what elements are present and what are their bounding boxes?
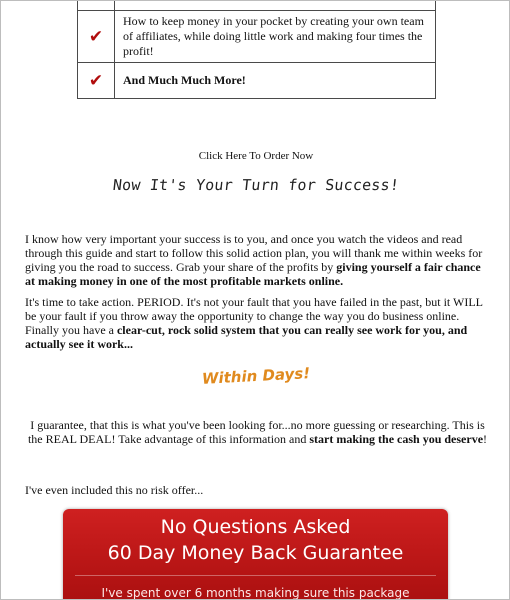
within-days-graphic: Within Days! — [201, 364, 311, 388]
paragraph-action-bold: clear-cut, rock solid system that you can really see work for you, and actually see it work... — [25, 323, 468, 351]
offer-line: I've even included this no risk offer... — [25, 483, 204, 497]
paragraph-success-bold: giving yourself a fair chance at making money in one of the most profitable markets online. — [25, 260, 481, 288]
feature-text-cell — [115, 0, 436, 11]
guarantee-title: No Questions Asked — [160, 516, 351, 538]
check-mark-icon: ✔ — [78, 11, 115, 63]
check-mark-icon: ✔ — [78, 63, 115, 99]
paragraph-guarantee-end: ! — [483, 432, 488, 446]
paragraph-success — [25, 232, 490, 288]
guarantee-divider — [75, 575, 436, 576]
order-link[interactable]: Click Here To Order Now — [198, 150, 314, 162]
paragraph-guarantee-text: I guarantee, that this is what you've been looking for...no more guessing or researching. This is the REAL DEAL! Take advantage of this information and — [27, 418, 485, 446]
feature-row-top — [78, 0, 436, 11]
paragraph-guarantee — [25, 418, 490, 446]
guarantee-description: I've spent over 6 months making sure this package — [101, 586, 410, 600]
feature-item-more: And Much Much More! — [115, 63, 436, 99]
feature-item-affiliates: How to keep money in your pocket by creating your own team of affiliates, while doing little work and making four times the profit! — [115, 11, 436, 63]
feature-mark-cell — [78, 0, 115, 11]
paragraph-guarantee-bold: start making the cash you deserve — [309, 432, 484, 446]
paragraph-action — [25, 295, 490, 351]
feature-row — [78, 11, 436, 63]
paragraph-success-text: I know how very important your success is to you, and once you watch the videos and read through this guide and start to follow this solid action plan, you will thank me within weeks for giving you the road to success. Grab your share of the profits by — [25, 232, 483, 274]
guarantee-banner — [63, 509, 448, 600]
feature-table — [77, 0, 436, 99]
feature-row — [78, 63, 436, 99]
paragraph-action-text: It's time to take action. PERIOD. It's not your fault that you have failed in the past, but it WILL be your fault if you throw away the opportunity to change the way you do business online. Finally you have a — [25, 295, 483, 337]
success-heading: Now It's Your Turn for Success! — [111, 176, 401, 194]
guarantee-subtitle: 60 Day Money Back Guarantee — [107, 542, 404, 564]
